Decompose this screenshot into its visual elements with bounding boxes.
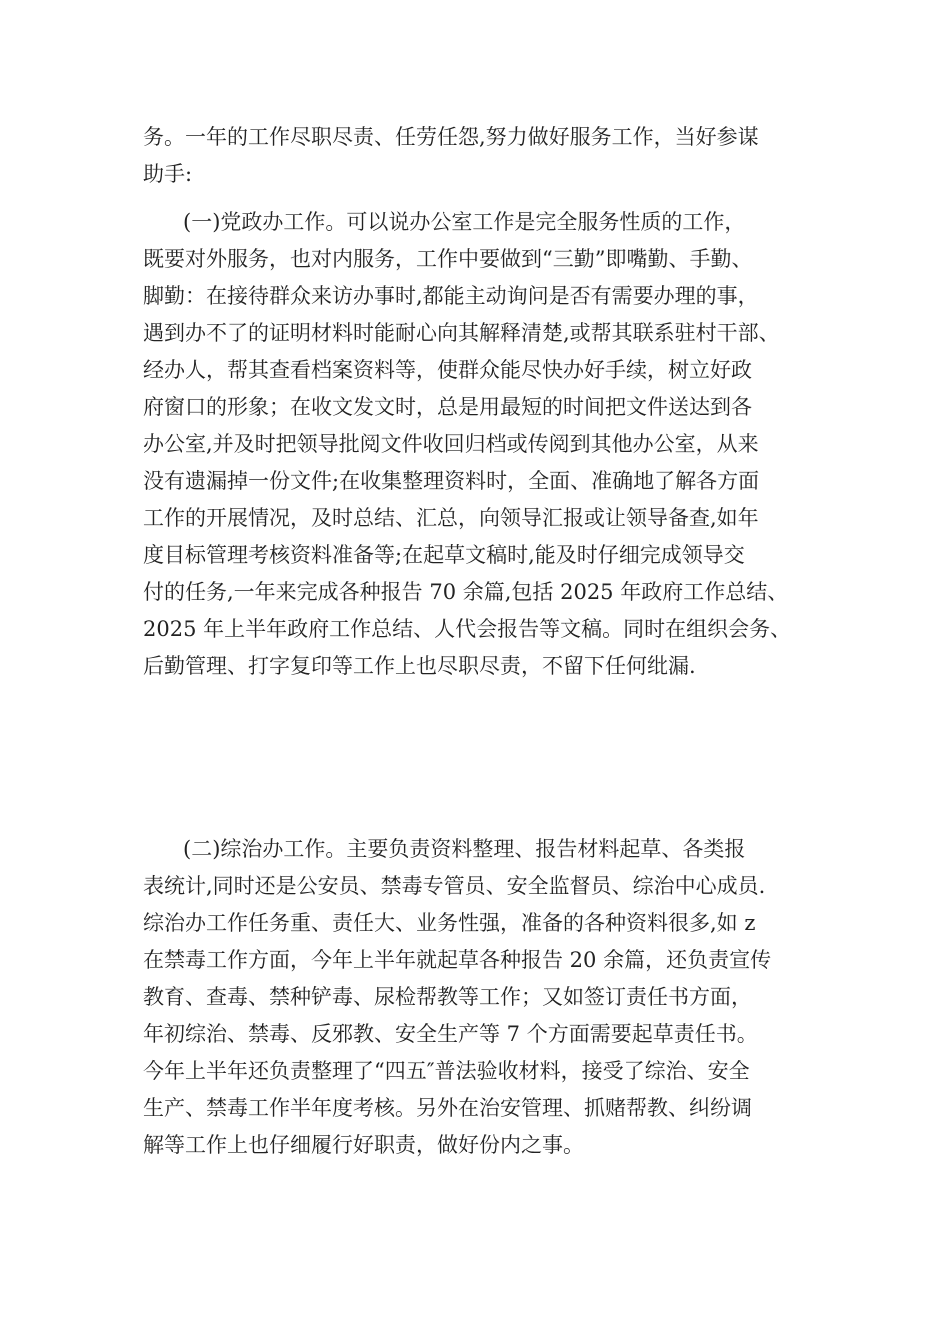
text-line: 表统计,同时还是公安员、禁毒专管员、安全监督员、综治中心成员. — [143, 874, 766, 898]
paragraph-party-office — [143, 204, 823, 685]
text-line: 后勤管理、打字复印等工作上也尽职尽责，不留下任何纰漏. — [143, 654, 696, 678]
text-line: 遇到办不了的证明材料时能耐心向其解释清楚,或帮其联系驻村干部、 — [143, 321, 780, 345]
text-line: 今年上半年还负责整理了“四五″普法验收材料，接受了综治、安全 — [143, 1059, 750, 1083]
text-line: 生产、禁毒工作半年度考核。另外在治安管理、抓赌帮教、纠纷调 — [143, 1096, 752, 1120]
text-line: 助手: — [143, 162, 193, 186]
text-line: 度目标管理考核资料准备等;在起草文稿时,能及时仔细完成领导交 — [143, 543, 745, 567]
text-line: 解等工作上也仔细履行好职责，做好份内之事。 — [143, 1133, 584, 1157]
text-line: (二)综治办工作。主要负责资料整理、报告材料起草、各类报 — [183, 837, 746, 861]
text-line: 年初综治、禁毒、反邪教、安全生产等 7 个方面需要起草责任书。 — [143, 1022, 758, 1046]
text-line: 经办人，帮其查看档案资料等，使群众能尽快办好手续，树立好政 — [143, 358, 752, 382]
text-line: 脚勤：在接待群众来访办事时,都能主动询问是否有需要办理的事， — [143, 284, 759, 308]
text-line: 没有遗漏掉一份文件;在收集整理资料时，全面、准确地了解各方面 — [143, 469, 760, 493]
paragraph-intro — [143, 119, 823, 193]
paragraph-comprehensive-office — [143, 831, 823, 1164]
text-line: 在禁毒工作方面，今年上半年就起草各种报告 20 余篇，还负责宣传 — [143, 948, 772, 972]
text-line: 务。一年的工作尽职尽责、任劳任怨,努力做好服务工作，当好参谋 — [143, 125, 759, 149]
text-line: 综治办工作任务重、责任大、业务性强，准备的各种资料很多,如 z — [143, 911, 756, 935]
text-line: 教育、查毒、禁种铲毒、尿检帮教等工作；又如签订责任书方面， — [143, 985, 752, 1009]
text-line: 府窗口的形象；在收文发文时，总是用最短的时间把文件送达到各 — [143, 395, 752, 419]
text-line: 2025 年上半年政府工作总结、人代会报告等文稿。同时在组织会务、 — [143, 617, 792, 641]
text-line: 既要对外服务，也对内服务，工作中要做到“三勤”即嘴勤、手勤、 — [143, 247, 753, 271]
text-line: 办公室,并及时把领导批阅文件收回归档或传阅到其他办公室，从来 — [143, 432, 759, 456]
text-line: 工作的开展情况，及时总结、汇总，向领导汇报或让领导备查,如年 — [143, 506, 759, 530]
text-line: (一)党政办工作。可以说办公室工作是完全服务性质的工作， — [183, 210, 746, 234]
text-line: 付的任务,一年来完成各种报告 70 余篇,包括 2025 年政府工作总结、 — [143, 580, 789, 604]
